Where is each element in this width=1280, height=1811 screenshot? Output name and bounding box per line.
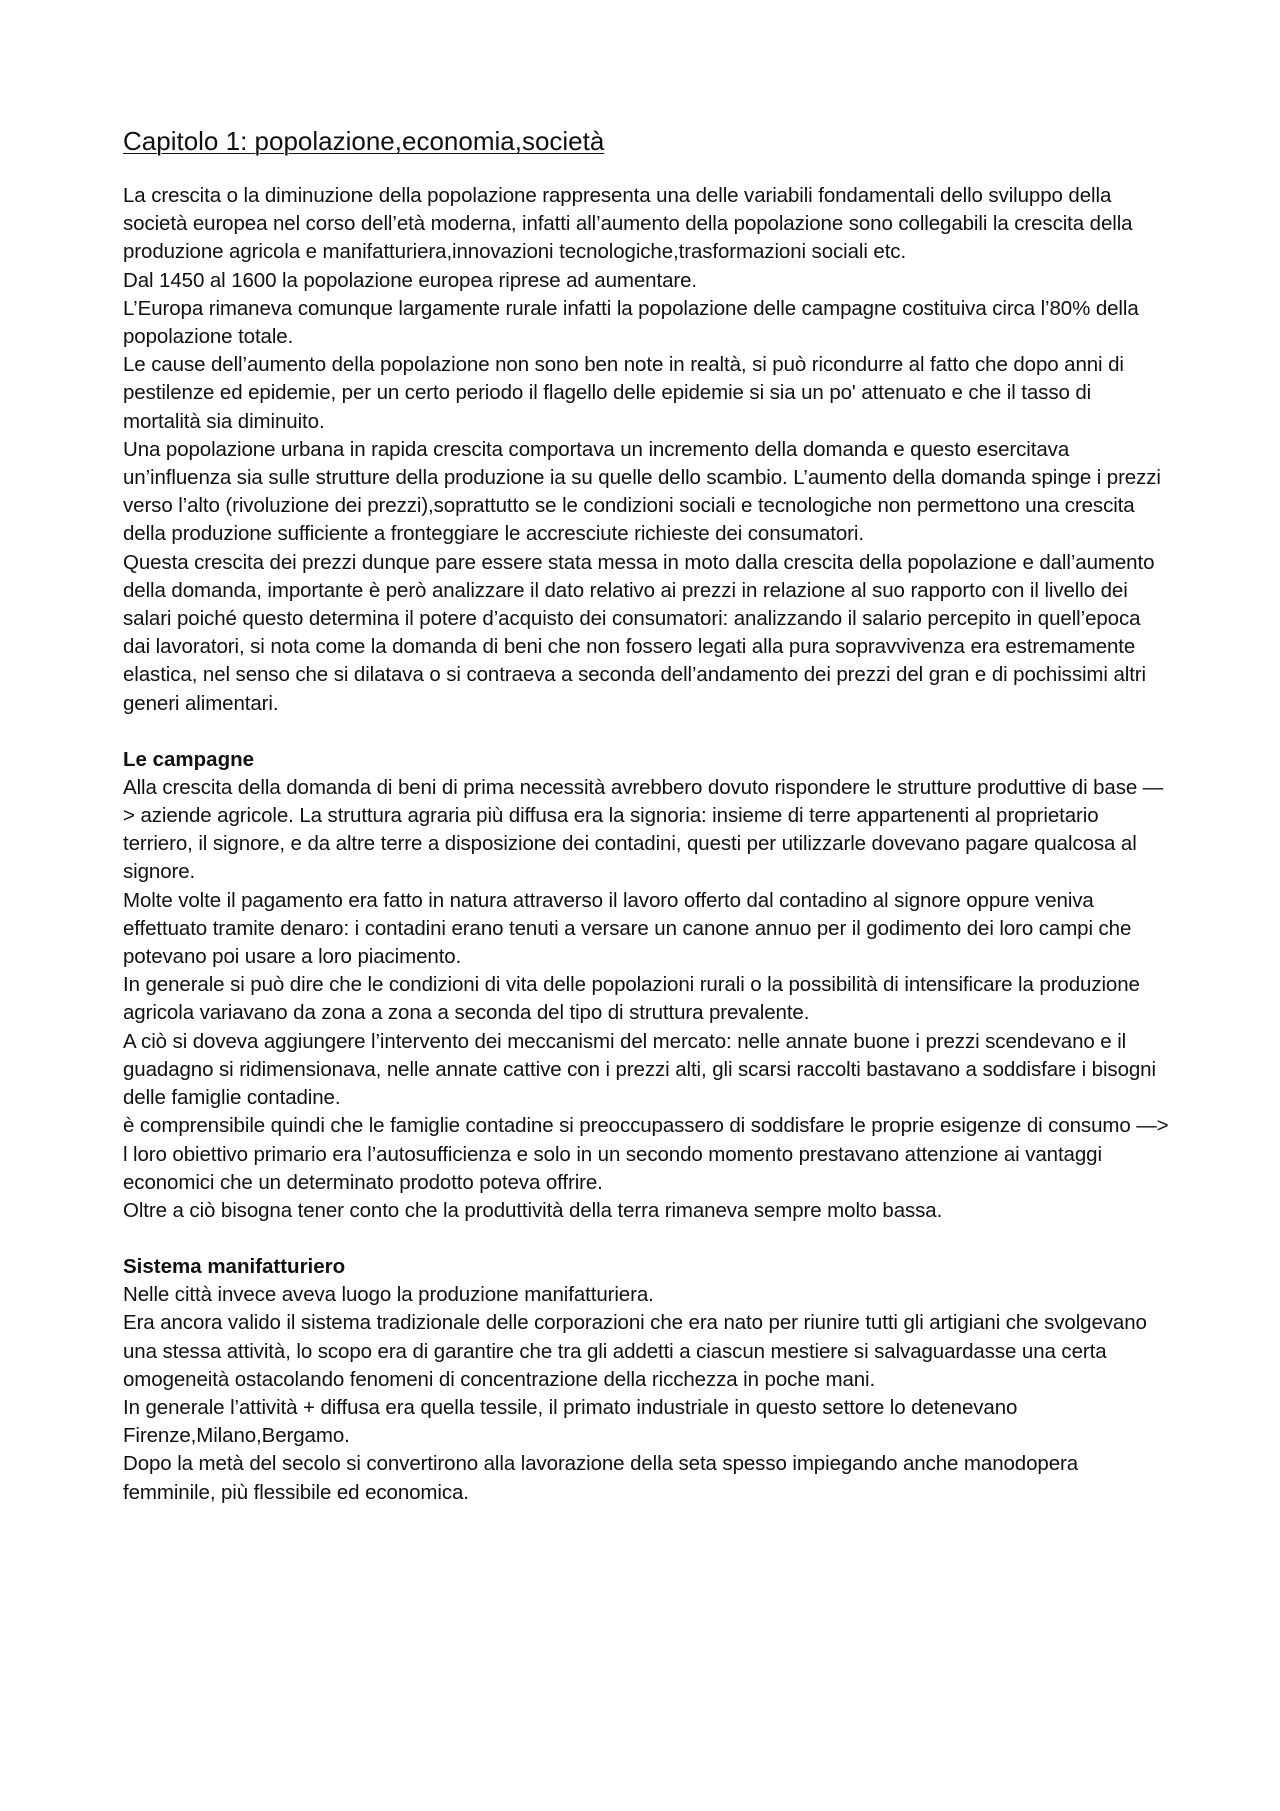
paragraph: In generale si può dire che le condizioni di vita delle popolazioni rurali o la possibilità di intensificare la produzione agricola variavano da zona a zona a seconda del tipo di struttura prevalente. <box>123 973 1140 1025</box>
paragraph: Questa crescita dei prezzi dunque pare essere stata messa in moto dalla crescita della popolazione e dall’aumento della domanda, importante è però analizzare il dato relativo ai prezzi in relazione al suo rapporto con il livello dei salari poiché questo determina il potere d’acquisto dei consumatori: analizzando il salario percepito in quell’epoca dai lavoratori, si nota come la domanda di beni che non fossero legati alla pura sopravvivenza era estremamente elastica, nel senso che si dilatava o si contraeva a seconda dell’andamento dei prezzi del gran e di pochissimi altri generi alimentari. <box>123 550 1155 715</box>
document-page <box>123 124 1173 1507</box>
paragraph: Nelle città invece aveva luogo la produzione manifatturiera. <box>123 1283 654 1307</box>
section-intro <box>123 182 1173 718</box>
paragraph: Una popolazione urbana in rapida crescita comportava un incremento della domanda e questo esercitava un’influenza sia sulle strutture della produzione ia su quelle dello scambio. L’aumento della domanda spinge i prezzi verso l’alto (rivoluzione dei prezzi),soprattutto se le condizioni sociali e tecnologiche non permettono una crescita della produzione sufficiente a fronteggiare le accresciute richieste dei consumatori. <box>123 437 1161 546</box>
section-heading: Le campagne <box>123 747 255 771</box>
paragraph: Molte volte il pagamento era fatto in natura attraverso il lavoro offerto dal contadino al signore oppure veniva effettuato tramite denaro: i contadini erano tenuti a versare un canone annuo per il godimento dei loro campi che potevano poi usare a loro piacimento. <box>123 888 1132 969</box>
paragraph: La crescita o la diminuzione della popolazione rappresenta una delle variabili fondamentali dello sviluppo della società europea nel corso dell’età moderna, infatti all’aumento della popolazione sono collegabili la crescita della produzione agricola e manifatturiera,innovazioni tecnologiche,trasformazioni sociali etc. <box>123 184 1133 264</box>
paragraph: In generale l’attività + diffusa era quella tessile, il primato industriale in questo settore lo detenevano Firenze,Milano,Bergamo. <box>123 1395 1018 1448</box>
section-sistema-manifatturiero <box>123 1253 1173 1507</box>
paragraph: Era ancora valido il sistema tradizionale delle corporazioni che era nato per riunire tutti gli artigiani che svolgevano una stessa attività, lo scopo era di garantire che tra gli addetti a ciascun mestiere si salvaguardasse una certa omogeneità ostacolando fenomeni di concentrazione della ricchezza in poche mani. <box>123 1311 1147 1391</box>
paragraph: Dopo la metà del secolo si convertirono alla lavorazione della seta spesso impiegando anche manodopera femminile, più flessibile ed economica. <box>123 1452 1079 1504</box>
section-le-campagne <box>123 746 1173 1225</box>
paragraph: Alla crescita della domanda di beni di prima necessità avrebbero dovuto rispondere le strutture produttive di base —> aziende agricole. La struttura agraria più diffusa era la signoria: insieme di terre appartenenti al proprietario terriero, il signore, e da altre terre a disposizione dei contadini, questi per utilizzarle dovevano pagare qualcosa al signore. <box>123 775 1164 884</box>
paragraph: A ciò si doveva aggiungere l’intervento dei meccanismi del mercato: nelle annate buone i prezzi scendevano e il guadagno si ridimensionava, nelle annate cattive con i prezzi alti, gli scarsi raccolti bastavano a soddisfare i bisogni delle famiglie contadine. <box>123 1029 1156 1110</box>
paragraph: L’Europa rimaneva comunque largamente rurale infatti la popolazione delle campagne costituiva circa l’80% della popolazione totale. <box>123 296 1139 349</box>
paragraph: Le cause dell’aumento della popolazione non sono ben note in realtà, si può ricondurre al fatto che dopo anni di pestilenze ed epidemie, per un certo periodo il flagello delle epidemie si sia un po' attenuato e che il tasso di mortalità sia diminuito. <box>123 353 1124 433</box>
section-heading: Sistema manifatturiero <box>123 1255 346 1279</box>
paragraph: Dal 1450 al 1600 la popolazione europea riprese ad aumentare. <box>123 268 698 292</box>
paragraph: Oltre a ciò bisogna tener conto che la produttività della terra rimaneva sempre molto bassa. <box>123 1198 943 1222</box>
document-title: Capitolo 1: popolazione,economia,società <box>123 126 605 156</box>
paragraph: è comprensibile quindi che le famiglie contadine si preoccupassero di soddisfare le proprie esigenze di consumo —> l loro obiettivo primario era l’autosufficienza e solo in un secondo momento prestavano attenzione ai vantaggi economici che un determinato prodotto poteva offrire. <box>123 1114 1169 1194</box>
